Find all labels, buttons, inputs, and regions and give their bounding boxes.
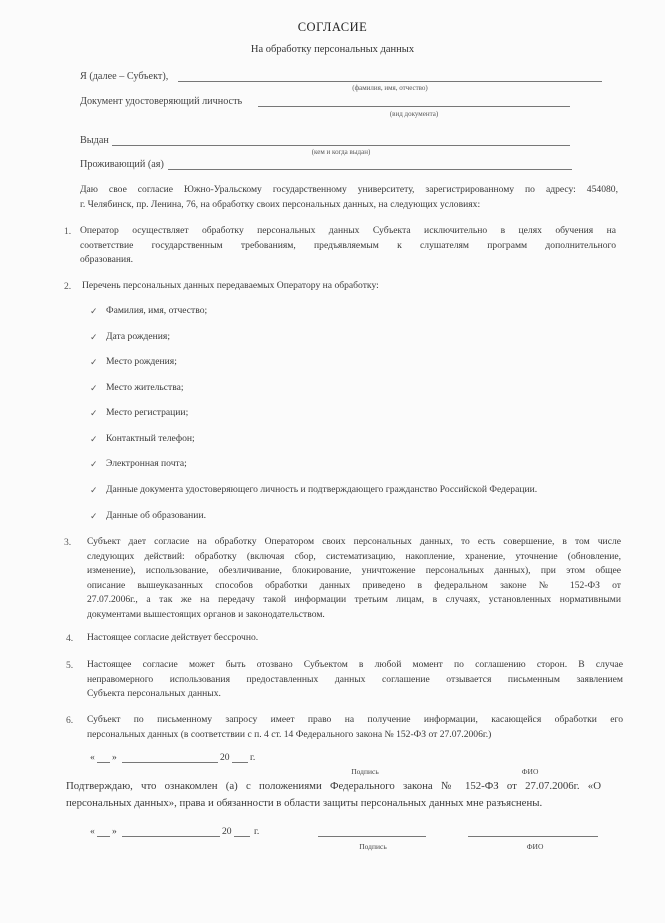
clause-line: описание вышеуказанных способов обработки данных приведено в федеральном законе № 152-ФЗ от [87, 579, 621, 591]
list-item: Место регистрации; [106, 407, 189, 418]
issued-by-hint: (кем и когда выдан) [311, 148, 371, 156]
list-item: Место жительства; [106, 382, 184, 393]
checkmark-icon: ✓ [90, 408, 98, 418]
date-close-quote: » [112, 752, 117, 763]
clause-line: Субъекта персональных данных. [87, 688, 221, 699]
clause-2-heading: Перечень персональных данных передаваемых Оператору на обработку: [82, 280, 379, 291]
year-suffix: г. [250, 752, 256, 763]
clause-line: 27.07.2006г., а так же на передачу такой информации третьим лицам, в случаях, установленных нормативными [87, 594, 621, 605]
document-title: СОГЛАСИЕ [297, 20, 368, 34]
year-prefix: 20 [222, 826, 232, 837]
clause-number: 4. [66, 633, 74, 644]
year-prefix: 20 [220, 752, 230, 763]
signature-caption: Подпись [359, 842, 387, 851]
id-document-label: Документ удостоверяющий личность [80, 96, 243, 107]
clause-line: неправомерного использования предоставленных данных соглашение отзывается письменным заявлением [87, 673, 623, 685]
month-field[interactable] [122, 836, 220, 837]
signature-field[interactable] [318, 836, 426, 837]
residence-label: Проживающий (ая) [80, 159, 164, 170]
clause-line: изменение), использование, обезличивание, блокирование, уничтожение персональных данных), при этом общее [87, 565, 621, 576]
clause-line: Субъект по письменному запросу имеет право на получение информации, касающейся обработки его [87, 714, 623, 725]
clause-line: Субъект дает согласие на обработку Оператором своих персональных данных, то есть совершение, в том числе [87, 536, 621, 547]
year-suffix: г. [254, 826, 260, 837]
list-item: Дата рождения; [106, 331, 170, 342]
clause-3 [87, 535, 621, 622]
clause-line: Оператор осуществляет обработку персональных данных Субъекта исключительно в целях обучения на [80, 225, 616, 236]
day-field[interactable] [97, 836, 110, 837]
clause-5 [87, 658, 623, 702]
issued-by-field[interactable] [112, 145, 570, 146]
date-open-quote: « [90, 826, 95, 837]
id-document-hint: (вид документа) [389, 110, 439, 118]
fio-field[interactable] [468, 836, 598, 837]
fio-caption: ФИО [526, 842, 544, 851]
year-field[interactable] [234, 836, 250, 837]
checkmark-icon: ✓ [90, 511, 98, 521]
list-item: Контактный телефон; [106, 433, 195, 444]
date-open-quote: « [90, 752, 95, 763]
document-subtitle: На обработку персональных данных [250, 44, 415, 55]
date-close-quote: » [112, 826, 117, 837]
clause-4: Настоящее согласие действует бессрочно. [87, 632, 259, 643]
clause-line: персональных данных (в соответствии с п. 4 ст. 14 Федерального закона № 152-ФЗ от 27.07.2006г.) [87, 728, 492, 740]
list-item: Данные документа удостоверяющего личность и подтверждающего гражданство Российской Федерации. [106, 484, 538, 495]
residence-field[interactable] [168, 169, 572, 170]
clause-number: 6. [66, 715, 74, 726]
signature-caption: Подпись [351, 767, 379, 776]
clause-line: соответствие государственным требованиям, предъявляемым к слушателям программ дополнительного [80, 239, 616, 251]
clause-1 [80, 224, 616, 268]
issued-by-label: Выдан [80, 135, 109, 146]
intro-line: г. Челябинск, пр. Ленина, 76, на обработку своих персональных данных, на следующих условиях: [80, 198, 481, 210]
list-item: Место рождения; [106, 356, 177, 367]
year-field[interactable] [232, 762, 248, 763]
checkmark-icon: ✓ [90, 306, 98, 316]
clause-number: 1. [64, 226, 72, 237]
clause-line: образования. [80, 254, 134, 265]
list-item: Фамилия, имя, отчество; [106, 305, 208, 316]
subject-label: Я (далее – Субъект), [80, 71, 169, 82]
clause-number: 5. [66, 660, 74, 671]
intro-paragraph [80, 183, 618, 212]
clause-line: Настоящее согласие может быть отозвано Субъектом в любой момент по соглашению сторон. В случае [87, 659, 623, 670]
list-item: Данные об образовании. [106, 510, 206, 521]
checkmark-icon: ✓ [90, 357, 98, 367]
day-field[interactable] [97, 762, 110, 763]
confirm-line: Подтверждаю, что ознакомлен (а) с положениями Федерального закона № 152-ФЗ от 27.07.2006г. «О [66, 780, 601, 792]
confirm-line: персональных данных», права и обязанности в области защиты персональных данных мне разъяснены. [66, 797, 543, 809]
checkmark-icon: ✓ [90, 332, 98, 342]
clause-number: 3. [64, 537, 72, 548]
checkmark-icon: ✓ [90, 434, 98, 444]
clause-number: 2. [64, 281, 72, 292]
id-document-field[interactable] [258, 106, 570, 107]
confirmation-paragraph [66, 778, 601, 812]
checkmark-icon: ✓ [90, 383, 98, 393]
subject-name-hint: (фамилия, имя, отчество) [352, 84, 428, 92]
intro-line: Даю свое согласие Южно-Уральскому государственному университету, зарегистрированному по адресу: 454080, [80, 184, 618, 195]
subject-name-field[interactable] [178, 81, 602, 82]
fio-caption: ФИО [521, 767, 539, 776]
clause-6 [87, 713, 623, 742]
clause-line: документами вышестоящих органов и законодательством. [87, 608, 325, 620]
list-item: Электронная почта; [106, 458, 187, 469]
month-field[interactable] [122, 762, 218, 763]
checkmark-icon: ✓ [90, 459, 98, 469]
checkmark-icon: ✓ [90, 485, 98, 495]
clause-line: следующих действий: обработку (включая сбор, систематизацию, накопление, хранение, уточнение (обновление, [87, 550, 621, 562]
